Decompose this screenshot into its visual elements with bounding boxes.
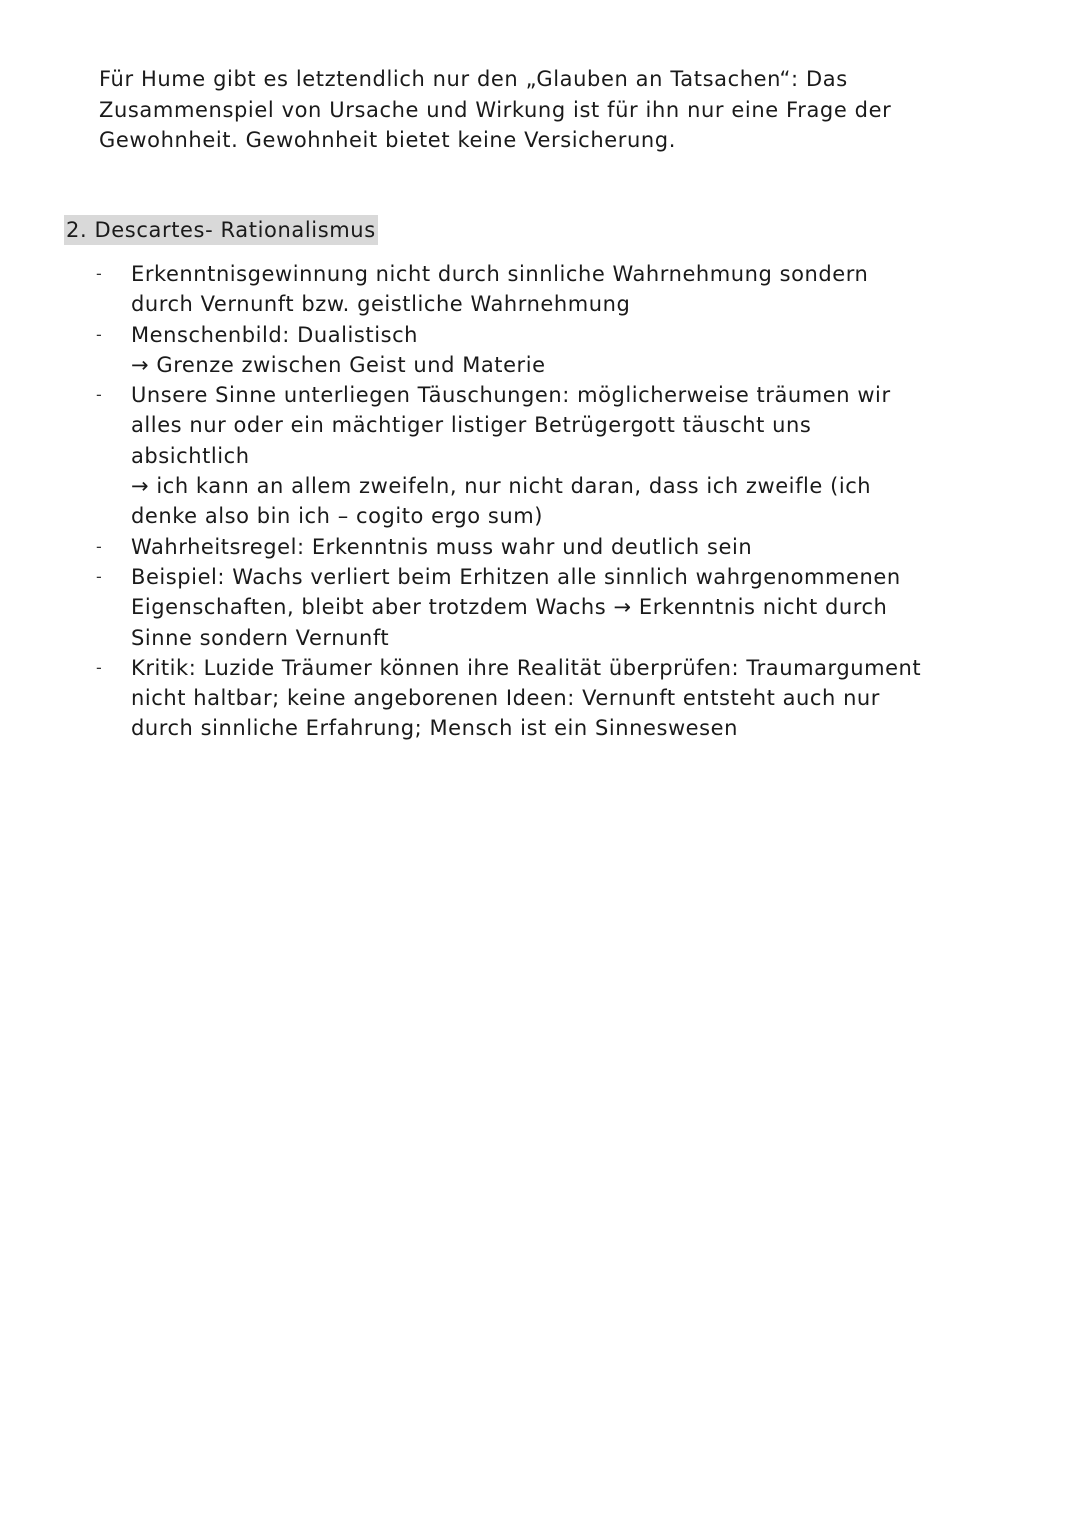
bullet-line: absichtlich: [131, 443, 250, 468]
bullet-line: durch Vernunft bzw. geistliche Wahrnehmung: [131, 292, 631, 317]
bullet-item: [96, 653, 1026, 744]
bullet-line: Kritik: Luzide Träumer können ihre Realität überprüfen: Traumargument: [131, 655, 922, 680]
bullet-dash: -: [96, 566, 103, 586]
bullet-line: → Grenze zwischen Geist und Materie: [131, 352, 546, 377]
bullet-line: Eigenschaften, bleibt aber trotzdem Wachs → Erkenntnis nicht durch: [131, 595, 888, 620]
bullet-line: Unsere Sinne unterliegen Täuschungen: möglicherweise träumen wir: [131, 383, 891, 408]
section-heading: 2. Descartes- Rationalismus: [64, 215, 378, 245]
intro-line: Gewohnheit. Gewohnheit bietet keine Versicherung.: [99, 128, 677, 152]
intro-paragraph: [99, 64, 999, 156]
bullet-dash: -: [96, 264, 103, 283]
bullet-dash: -: [96, 385, 103, 405]
bullet-line: Erkenntnisgewinnung nicht durch sinnliche Wahrnehmung sondern: [131, 262, 869, 286]
bullet-line: Menschenbild: Dualistisch: [131, 322, 419, 347]
bullet-dash: -: [96, 324, 103, 344]
bullet-item: [96, 562, 1026, 653]
bullet-item: [96, 259, 1026, 320]
bullet-item: [96, 532, 1026, 562]
bullet-line: → ich kann an allem zweifeln, nur nicht daran, dass ich zweifle (ich: [131, 474, 872, 499]
intro-line: Zusammenspiel von Ursache und Wirkung ist für ihn nur eine Frage der: [99, 97, 892, 122]
bullet-item: [96, 380, 1026, 531]
intro-line: Für Hume gibt es letztendlich nur den „Glauben an Tatsachen“: Das: [99, 67, 848, 91]
bullet-line: alles nur oder ein mächtiger listiger Betrügergott täuscht uns: [131, 413, 812, 438]
bullet-line: Beispiel: Wachs verliert beim Erhitzen alle sinnlich wahrgenommenen: [131, 564, 901, 589]
bullet-line: Sinne sondern Vernunft: [131, 625, 390, 650]
bullet-line: denke also bin ich – cogito ergo sum): [131, 504, 544, 529]
bullet-line: Wahrheitsregel: Erkenntnis muss wahr und deutlich sein: [131, 534, 753, 559]
bullet-item: [96, 320, 1026, 381]
bullet-line: durch sinnliche Erfahrung; Mensch ist ein Sinneswesen: [131, 716, 738, 741]
bullet-line: nicht haltbar; keine angeborenen Ideen: Vernunft entsteht auch nur: [131, 686, 880, 711]
bullet-dash: -: [96, 657, 103, 677]
bullet-list: [96, 259, 1026, 744]
bullet-dash: -: [96, 536, 103, 556]
